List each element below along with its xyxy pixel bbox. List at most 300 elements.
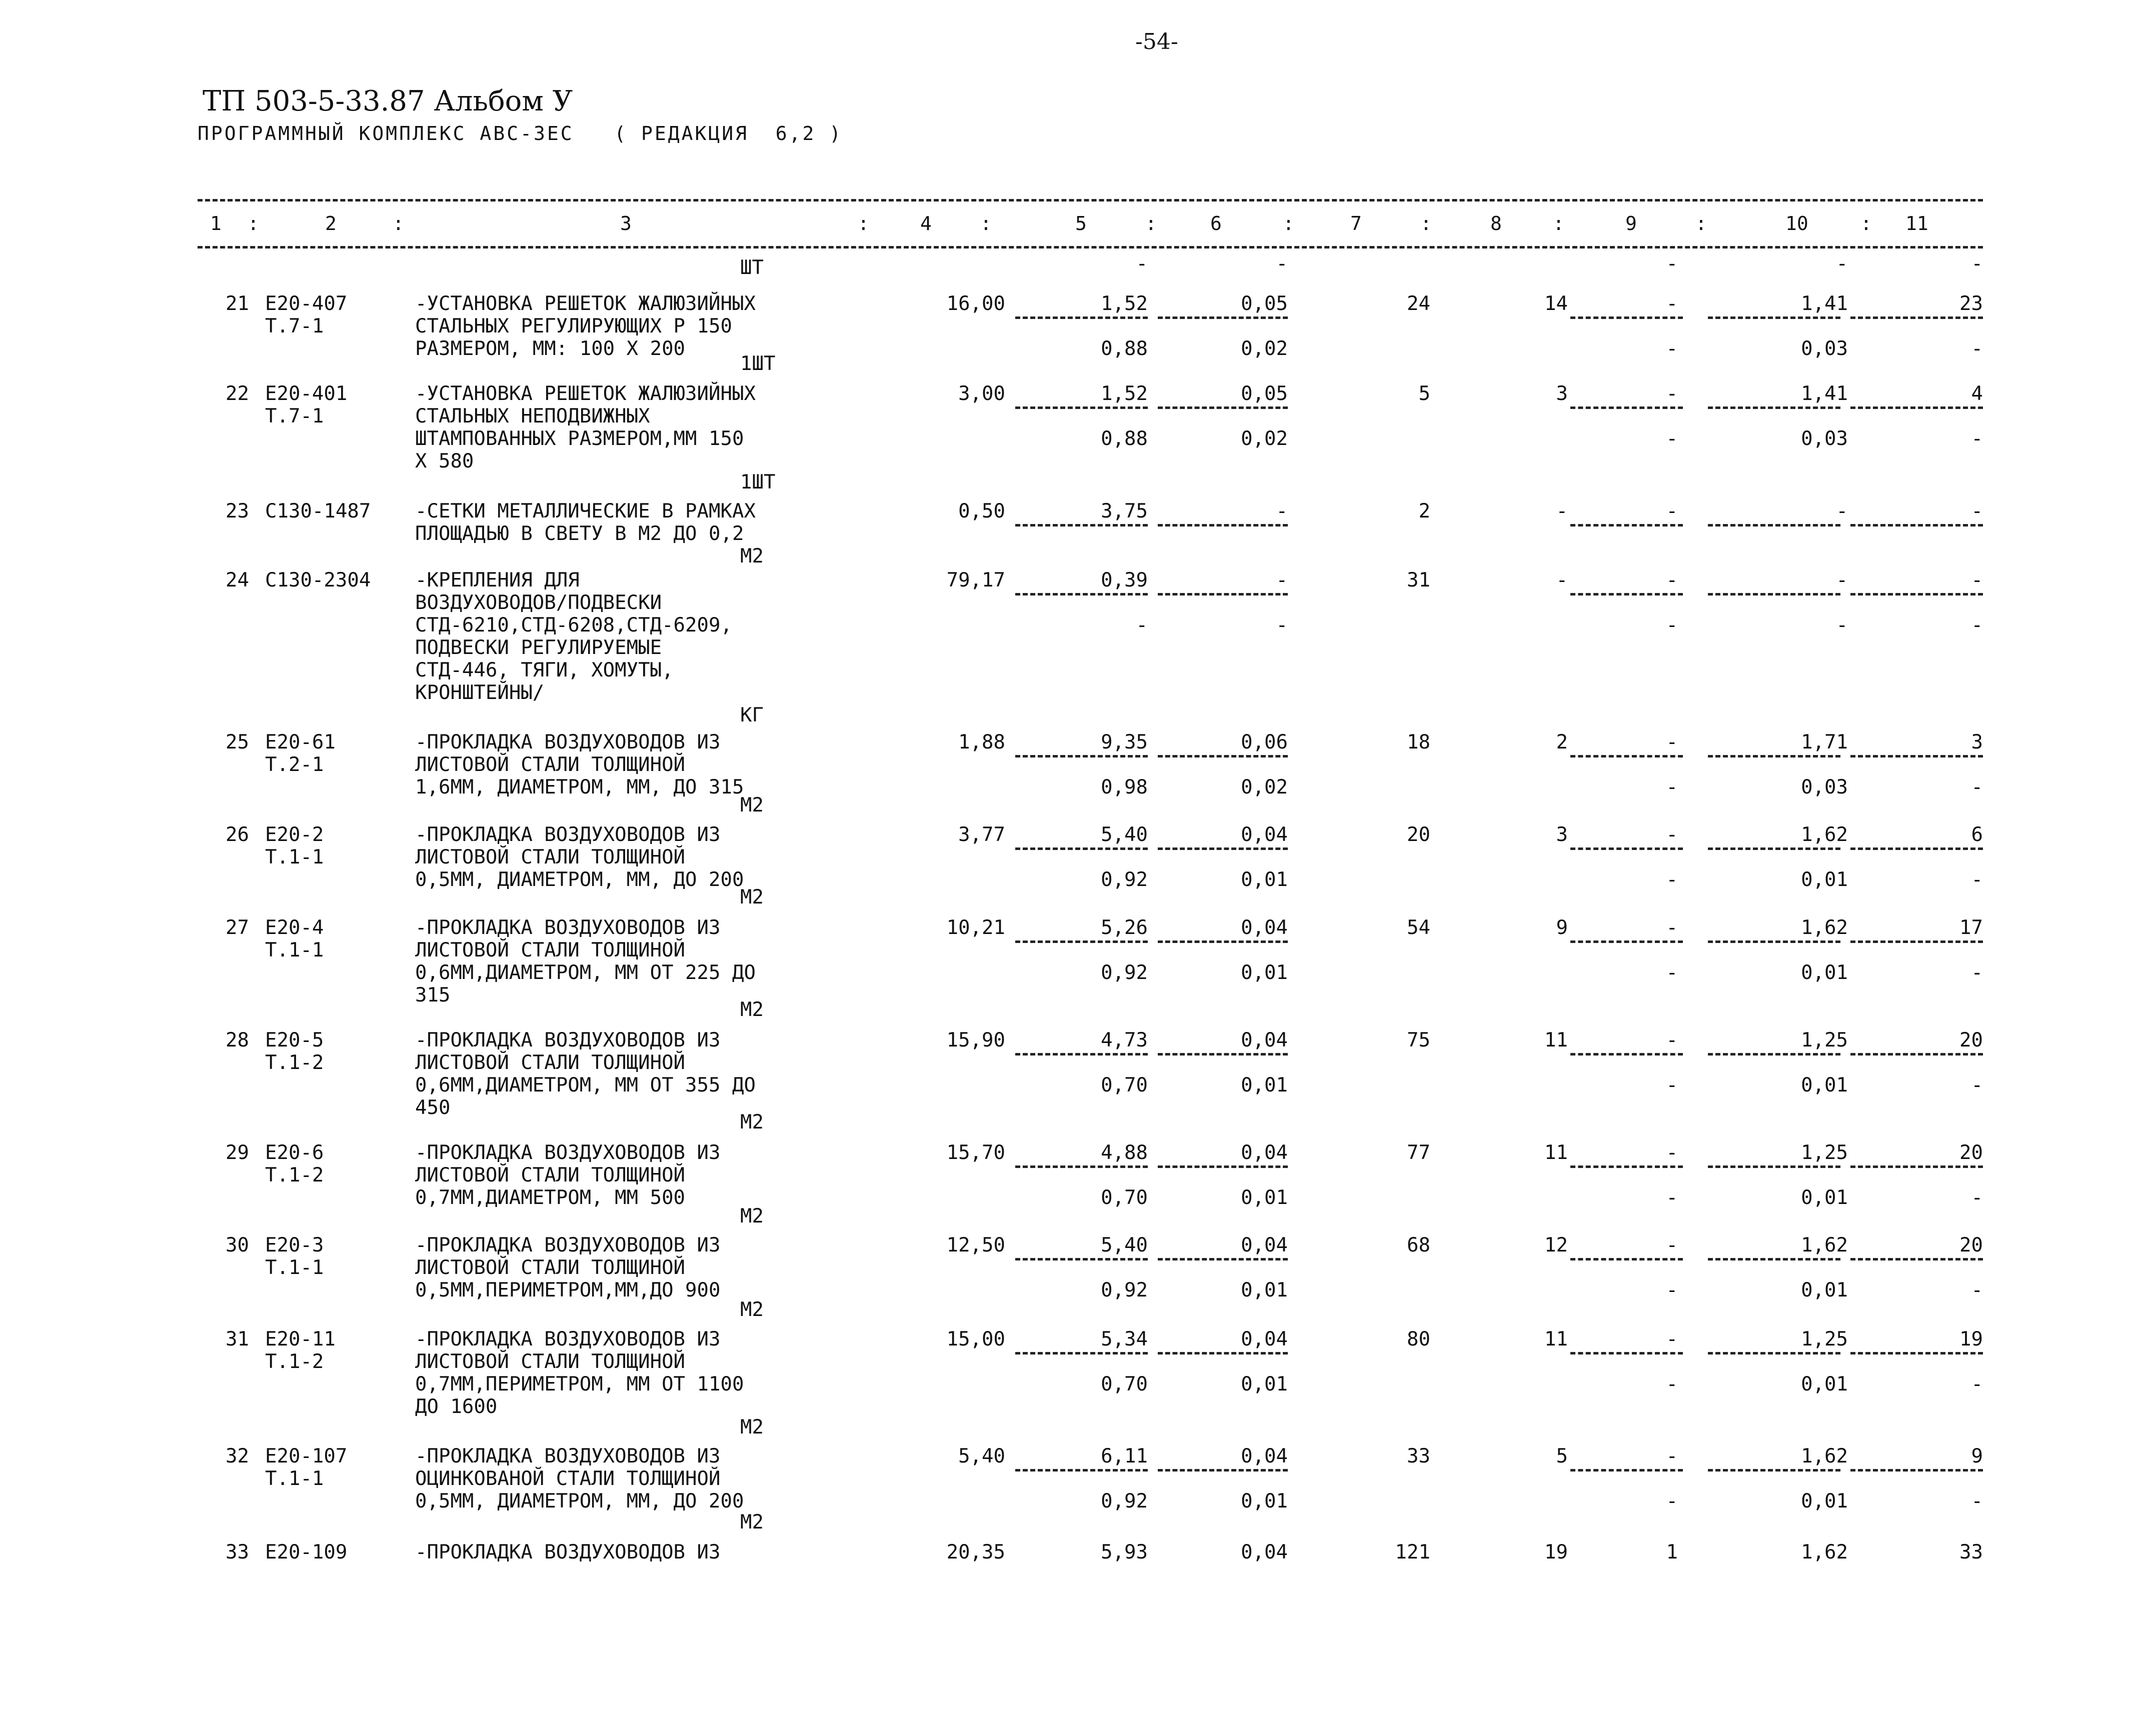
cell-c9: - (1666, 1328, 1678, 1350)
cell-c6: 0,04 (1241, 1328, 1288, 1350)
cell-s9: - (1666, 776, 1678, 798)
unit-label: М2 (740, 545, 764, 568)
split-line (1850, 1352, 1983, 1354)
cell-c6: 0,04 (1241, 1029, 1288, 1052)
cell-c9: - (1666, 1234, 1678, 1256)
cell-s10: 0,03 (1801, 776, 1848, 798)
cell-c5: 0,39 (1101, 569, 1148, 592)
description-line: ПЛОЩАДЬЮ В СВЕТУ В М2 ДО 0,2 (415, 522, 744, 545)
description-line: ОЦИНКОВАНОЙ СТАЛИ ТОЛЩИНОЙ (415, 1468, 721, 1490)
split-line (1850, 1053, 1983, 1056)
cell-c5: 9,35 (1101, 731, 1148, 754)
cell-c4: 15,90 (946, 1029, 1005, 1052)
split-line (1015, 406, 1148, 409)
cell-c6: 0,05 (1241, 382, 1288, 405)
split-line (1015, 940, 1148, 943)
program-line: ПРОГРАММНЫЙ КОМПЛЕКС АВС-3ЕС ( РЕДАКЦИЯ 6,2 ) (198, 122, 843, 144)
header-col-10: 10 (1785, 212, 1808, 234)
description-line: -ПРОКЛАДКА ВОЗДУХОВОДОВ ИЗ (415, 1328, 721, 1350)
cell-s6: 0,02 (1241, 776, 1288, 798)
cell-c5: 5,93 (1101, 1541, 1148, 1564)
split-line (1850, 406, 1983, 409)
split-line (1708, 848, 1840, 850)
header-separator: : (858, 212, 869, 234)
row-number: 22 (226, 382, 249, 405)
description-line: -ПРОКЛАДКА ВОЗДУХОВОДОВ ИЗ (415, 1541, 721, 1564)
split-line (1708, 940, 1840, 943)
description-line: 0,5ММ, ДИАМЕТРОМ, ММ, ДО 200 (415, 1490, 744, 1512)
cell-s11: - (1971, 1490, 1983, 1512)
split-line (1850, 1258, 1983, 1260)
row-number: 32 (226, 1445, 249, 1468)
split-line (1158, 755, 1288, 758)
cell-c8: 11 (1544, 1328, 1568, 1350)
split-line (1015, 1352, 1148, 1354)
split-line (1850, 316, 1983, 319)
description-line: ПОДВЕСКИ РЕГУЛИРУЕМЫЕ (415, 636, 662, 659)
description-line: ЛИСТОВОЙ СТАЛИ ТОЛЩИНОЙ (415, 754, 686, 776)
rate-ref: Т.2-1 (265, 754, 324, 776)
header-col-11: 11 (1905, 212, 1928, 234)
cell-c7: 121 (1395, 1541, 1430, 1564)
cell-c10: 1,25 (1801, 1029, 1848, 1052)
cell-c10: 1,62 (1801, 916, 1848, 939)
cell-c4: 16,00 (946, 292, 1005, 315)
cell-s10: 0,01 (1801, 1373, 1848, 1396)
cell-s5: 0,98 (1101, 776, 1148, 798)
cell-s5: 0,92 (1101, 1279, 1148, 1302)
cell-c6: 0,04 (1241, 824, 1288, 846)
cell-c11: 6 (1971, 824, 1983, 846)
cell-c8: - (1556, 569, 1568, 592)
description-line: СТД-446, ТЯГИ, ХОМУТЫ, (415, 659, 674, 682)
cell-c7: 20 (1407, 824, 1430, 846)
split-line (1158, 406, 1288, 409)
description-line: 0,7ММ,ДИАМЕТРОМ, ММ 500 (415, 1186, 686, 1209)
description-line: 315 (415, 984, 451, 1006)
rate-code: Е20-107 (265, 1445, 348, 1468)
cell-c11: 17 (1959, 916, 1983, 939)
cell-c4: 3,00 (958, 382, 1005, 405)
header-col-1: 1 (210, 212, 222, 234)
header-separator: : (1860, 212, 1872, 234)
cell-c6: - (1276, 569, 1288, 592)
description-line: ШТАМПОВАННЫХ РАЗМЕРОМ,ММ 150 (415, 428, 744, 450)
cell-c7: 68 (1407, 1234, 1430, 1256)
cell-s9: - (1666, 1279, 1678, 1302)
cell-c10: 1,71 (1801, 731, 1848, 754)
cell-s6: 0,01 (1241, 1074, 1288, 1096)
split-line (1850, 1166, 1983, 1168)
cell-s5: 0,88 (1101, 428, 1148, 450)
cell-s11: - (1971, 1074, 1983, 1096)
cell-s10: 0,01 (1801, 1186, 1848, 1209)
description-line: -ПРОКЛАДКА ВОЗДУХОВОДОВ ИЗ (415, 731, 721, 754)
split-line (1570, 1352, 1683, 1354)
cell-c5: 3,75 (1101, 500, 1148, 522)
description-line: -УСТАНОВКА РЕШЕТОК ЖАЛЮЗИЙНЫХ (415, 382, 756, 405)
split-line (1015, 1053, 1148, 1056)
split-line (1015, 593, 1148, 596)
cell-c5: 6,11 (1101, 1445, 1148, 1468)
split-line (1570, 524, 1683, 526)
split-line (1850, 940, 1983, 943)
rate-ref: Т.1-1 (265, 846, 324, 868)
cell-c9: - (1666, 916, 1678, 939)
description-line: ЛИСТОВОЙ СТАЛИ ТОЛЩИНОЙ (415, 1256, 686, 1279)
rate-code: С130-2304 (265, 569, 371, 592)
header-col-2: 2 (325, 212, 337, 234)
cell-c7: 5 (1418, 382, 1430, 405)
row-number: 33 (226, 1541, 249, 1564)
header-separator: : (980, 212, 992, 234)
cell-c5: 1,52 (1101, 292, 1148, 315)
unit-label: М2 (740, 886, 764, 908)
rate-code: С130-1487 (265, 500, 371, 522)
cell-c10: 1,62 (1801, 1445, 1848, 1468)
cell-s9: - (1666, 338, 1678, 360)
split-line (1570, 1469, 1683, 1472)
cell-s11: - (1971, 1186, 1983, 1209)
cell-c8: 2 (1556, 731, 1568, 754)
cell-s10: 0,01 (1801, 962, 1848, 984)
description-line: -СЕТКИ МЕТАЛЛИЧЕСКИЕ В РАМКАХ (415, 500, 756, 522)
page-number: -54- (1135, 29, 1178, 54)
cell-c10: 1,25 (1801, 1328, 1848, 1350)
description-line: ЛИСТОВОЙ СТАЛИ ТОЛЩИНОЙ (415, 846, 686, 868)
split-line (1850, 593, 1983, 596)
cell-c4: 3,77 (958, 824, 1005, 846)
cell-c9: - (1666, 1029, 1678, 1052)
cell-c11: 20 (1959, 1142, 1983, 1164)
cell-s6: 0,01 (1241, 1186, 1288, 1209)
cell-c5: 5,34 (1101, 1328, 1148, 1350)
description-line: -ПРОКЛАДКА ВОЗДУХОВОДОВ ИЗ (415, 1029, 721, 1052)
cell-c8: - (1556, 500, 1568, 522)
cell-c8: 19 (1544, 1541, 1568, 1564)
rate-code: Е20-2 (265, 824, 324, 846)
cell-c7: 2 (1418, 500, 1430, 522)
split-line (1015, 848, 1148, 850)
unit-label: М2 (740, 1511, 764, 1534)
header-separator: : (1695, 212, 1707, 234)
cell-s6: 0,01 (1241, 1373, 1288, 1396)
split-line (1708, 1352, 1840, 1354)
row-number: 28 (226, 1029, 249, 1052)
unit-label: М2 (740, 794, 764, 816)
cell-c9: - (1666, 1142, 1678, 1164)
cell-c5: 1,52 (1101, 382, 1148, 405)
unit-row-dash: - (1136, 252, 1148, 275)
split-line (1570, 848, 1683, 850)
cell-c7: 18 (1407, 731, 1430, 754)
cell-c10: 1,62 (1801, 824, 1848, 846)
description-line: 0,6ММ,ДИАМЕТРОМ, ММ ОТ 225 ДО (415, 962, 756, 984)
cell-c6: 0,04 (1241, 1541, 1288, 1564)
cell-c7: 33 (1407, 1445, 1430, 1468)
cell-c11: 19 (1959, 1328, 1983, 1350)
description-line: 1,6ММ, ДИАМЕТРОМ, ММ, ДО 315 (415, 776, 744, 798)
cell-s9: - (1666, 614, 1678, 636)
split-line (1708, 316, 1840, 319)
cell-s11: - (1971, 614, 1983, 636)
cell-c10: 1,25 (1801, 1142, 1848, 1164)
cell-c5: 5,40 (1101, 824, 1148, 846)
rate-code: Е20-3 (265, 1234, 324, 1256)
split-line (1708, 1053, 1840, 1056)
cell-c6: 0,04 (1241, 916, 1288, 939)
header-col-3: 3 (620, 212, 632, 234)
cell-c8: 3 (1556, 824, 1568, 846)
cell-c4: 15,00 (946, 1328, 1005, 1350)
cell-s9: - (1666, 1373, 1678, 1396)
cell-c11: - (1971, 569, 1983, 592)
cell-c4: 79,17 (946, 569, 1005, 592)
cell-s9: - (1666, 868, 1678, 891)
header-separator: : (393, 212, 404, 234)
header-col-6: 6 (1210, 212, 1222, 234)
split-line (1158, 1258, 1288, 1260)
rate-ref: Т.1-2 (265, 1164, 324, 1186)
header-col-7: 7 (1350, 212, 1362, 234)
description-line: КРОНШТЕЙНЫ/ (415, 682, 545, 704)
header-separator: : (1145, 212, 1157, 234)
cell-c9: - (1666, 569, 1678, 592)
cell-c9: - (1666, 500, 1678, 522)
header-separator: : (1553, 212, 1564, 234)
cell-c4: 12,50 (946, 1234, 1005, 1256)
cell-s10: 0,01 (1801, 868, 1848, 891)
description-line: -ПРОКЛАДКА ВОЗДУХОВОДОВ ИЗ (415, 1142, 721, 1164)
unit-row-dash: - (1971, 252, 1983, 275)
split-line (1158, 524, 1288, 526)
row-number: 31 (226, 1328, 249, 1350)
rate-code: Е20-407 (265, 292, 348, 315)
cell-c8: 11 (1544, 1029, 1568, 1052)
split-line (1158, 316, 1288, 319)
cell-c11: 23 (1959, 292, 1983, 315)
unit-label: М2 (740, 1298, 764, 1321)
cell-s11: - (1971, 1373, 1983, 1396)
cell-c10: 1,41 (1801, 292, 1848, 315)
rate-ref: Т.1-1 (265, 1256, 324, 1279)
header-bottom-rule (198, 246, 1983, 248)
split-line (1015, 316, 1148, 319)
description-line: 450 (415, 1096, 451, 1119)
rate-ref: Т.7-1 (265, 405, 324, 428)
cell-c9: - (1666, 731, 1678, 754)
split-line (1708, 1166, 1840, 1168)
description-line: 0,6ММ,ДИАМЕТРОМ, ММ ОТ 355 ДО (415, 1074, 756, 1096)
cell-c4: 20,35 (946, 1541, 1005, 1564)
description-line: ВОЗДУХОВОДОВ/ПОДВЕСКИ (415, 592, 662, 614)
cell-s10: - (1836, 614, 1848, 636)
cell-s10: 0,03 (1801, 338, 1848, 360)
cell-s6: 0,02 (1241, 338, 1288, 360)
split-line (1570, 755, 1683, 758)
header-top-rule (198, 199, 1983, 202)
split-line (1015, 1469, 1148, 1472)
cell-c4: 0,50 (958, 500, 1005, 522)
header-col-8: 8 (1490, 212, 1502, 234)
cell-c6: 0,04 (1241, 1142, 1288, 1164)
split-line (1850, 848, 1983, 850)
rate-code: Е20-109 (265, 1541, 348, 1564)
description-line: СТД-6210,СТД-6208,СТД-6209, (415, 614, 732, 636)
description-line: ДО 1600 (415, 1396, 498, 1418)
cell-s11: - (1971, 776, 1983, 798)
cell-s11: - (1971, 962, 1983, 984)
header-separator: : (1420, 212, 1432, 234)
cell-c10: - (1836, 500, 1848, 522)
cell-s10: 0,03 (1801, 428, 1848, 450)
cell-c11: 9 (1971, 1445, 1983, 1468)
cell-s11: - (1971, 868, 1983, 891)
split-line (1708, 1469, 1840, 1472)
cell-c5: 5,26 (1101, 916, 1148, 939)
split-line (1158, 593, 1288, 596)
cell-s10: 0,01 (1801, 1279, 1848, 1302)
cell-c10: - (1836, 569, 1848, 592)
cell-s6: 0,01 (1241, 868, 1288, 891)
unit-label: 1ШТ (740, 352, 776, 375)
rate-ref: Т.1-2 (265, 1350, 324, 1373)
unit-row-dash: - (1666, 252, 1678, 275)
description-line: -ПРОКЛАДКА ВОЗДУХОВОДОВ ИЗ (415, 824, 721, 846)
cell-s10: 0,01 (1801, 1490, 1848, 1512)
unit-row-dash: - (1836, 252, 1848, 275)
split-line (1708, 755, 1840, 758)
description-line: -ПРОКЛАДКА ВОЗДУХОВОДОВ ИЗ (415, 1445, 721, 1468)
cell-c10: 1,41 (1801, 382, 1848, 405)
cell-c4: 5,40 (958, 1445, 1005, 1468)
split-line (1850, 1469, 1983, 1472)
description-line: Х 580 (415, 450, 474, 472)
rate-ref: Т.1-2 (265, 1052, 324, 1074)
rate-code: Е20-4 (265, 916, 324, 939)
description-line: 0,7ММ,ПЕРИМЕТРОМ, ММ ОТ 1100 (415, 1373, 744, 1396)
cell-c9: - (1666, 1445, 1678, 1468)
row-number: 27 (226, 916, 249, 939)
cell-c6: 0,04 (1241, 1234, 1288, 1256)
cell-s5: 0,70 (1101, 1186, 1148, 1209)
cell-c5: 5,40 (1101, 1234, 1148, 1256)
cell-c9: 1 (1666, 1541, 1678, 1564)
description-line: РАЗМЕРОМ, ММ: 100 Х 200 (415, 338, 686, 360)
cell-c11: 20 (1959, 1234, 1983, 1256)
row-number: 29 (226, 1142, 249, 1164)
cell-c4: 1,88 (958, 731, 1005, 754)
split-line (1570, 940, 1683, 943)
cell-s5: 0,70 (1101, 1074, 1148, 1096)
split-line (1850, 755, 1983, 758)
cell-c8: 12 (1544, 1234, 1568, 1256)
unit-label: М2 (740, 998, 764, 1021)
description-line: -УСТАНОВКА РЕШЕТОК ЖАЛЮЗИЙНЫХ (415, 292, 756, 315)
description-line: ЛИСТОВОЙ СТАЛИ ТОЛЩИНОЙ (415, 939, 686, 962)
rate-ref: Т.1-1 (265, 939, 324, 962)
cell-c5: 4,73 (1101, 1029, 1148, 1052)
split-line (1158, 1166, 1288, 1168)
cell-s6: - (1276, 614, 1288, 636)
split-line (1158, 1469, 1288, 1472)
header-col-4: 4 (920, 212, 932, 234)
cell-c10: 1,62 (1801, 1541, 1848, 1564)
cell-c11: 20 (1959, 1029, 1983, 1052)
split-line (1708, 406, 1840, 409)
cell-c6: 0,06 (1241, 731, 1288, 754)
cell-s5: 0,92 (1101, 962, 1148, 984)
cell-s5: 0,92 (1101, 868, 1148, 891)
cell-c7: 80 (1407, 1328, 1430, 1350)
row-number: 26 (226, 824, 249, 846)
header-col-5: 5 (1075, 212, 1087, 234)
cell-s5: 0,92 (1101, 1490, 1148, 1512)
cell-c9: - (1666, 292, 1678, 315)
split-line (1570, 1166, 1683, 1168)
row-number: 21 (226, 292, 249, 315)
split-line (1708, 1258, 1840, 1260)
unit-label: М2 (740, 1416, 764, 1438)
split-line (1570, 593, 1683, 596)
cell-c4: 10,21 (946, 916, 1005, 939)
rate-code: Е20-5 (265, 1029, 324, 1052)
cell-s5: - (1136, 614, 1148, 636)
unit-label: ШТ (740, 256, 764, 279)
unit-label: 1ШТ (740, 471, 776, 494)
split-line (1015, 1166, 1148, 1168)
cell-c4: 15,70 (946, 1142, 1005, 1164)
split-line (1570, 406, 1683, 409)
split-line (1015, 1258, 1148, 1260)
rate-code: Е20-61 (265, 731, 336, 754)
description-line: 0,5ММ,ПЕРИМЕТРОМ,ММ,ДО 900 (415, 1279, 721, 1302)
cell-s9: - (1666, 428, 1678, 450)
cell-s9: - (1666, 1074, 1678, 1096)
header-col-9: 9 (1625, 212, 1637, 234)
rate-code: Е20-6 (265, 1142, 324, 1164)
split-line (1708, 593, 1840, 596)
cell-c7: 54 (1407, 916, 1430, 939)
description-line: ЛИСТОВОЙ СТАЛИ ТОЛЩИНОЙ (415, 1164, 686, 1186)
split-line (1015, 755, 1148, 758)
unit-label: М2 (740, 1111, 764, 1134)
description-line: СТАЛЬНЫХ РЕГУЛИРУЮЩИХ Р 150 (415, 315, 732, 338)
cell-c6: - (1276, 500, 1288, 522)
split-line (1850, 524, 1983, 526)
row-number: 30 (226, 1234, 249, 1256)
cell-s10: 0,01 (1801, 1074, 1848, 1096)
split-line (1570, 316, 1683, 319)
cell-c6: 0,04 (1241, 1445, 1288, 1468)
split-line (1158, 1352, 1288, 1354)
cell-c9: - (1666, 382, 1678, 405)
cell-c10: 1,62 (1801, 1234, 1848, 1256)
split-line (1570, 1258, 1683, 1260)
cell-s11: - (1971, 1279, 1983, 1302)
cell-s11: - (1971, 428, 1983, 450)
split-line (1570, 1053, 1683, 1056)
unit-label: КГ (740, 704, 764, 726)
split-line (1158, 848, 1288, 850)
split-line (1015, 524, 1148, 526)
rate-code: Е20-11 (265, 1328, 336, 1350)
description-line: -КРЕПЛЕНИЯ ДЛЯ (415, 569, 580, 592)
document-title: ТП 503-5-33.87 Альбом У (203, 85, 573, 118)
description-line: -ПРОКЛАДКА ВОЗДУХОВОДОВ ИЗ (415, 1234, 721, 1256)
cell-s5: 0,88 (1101, 338, 1148, 360)
cell-s9: - (1666, 1490, 1678, 1512)
